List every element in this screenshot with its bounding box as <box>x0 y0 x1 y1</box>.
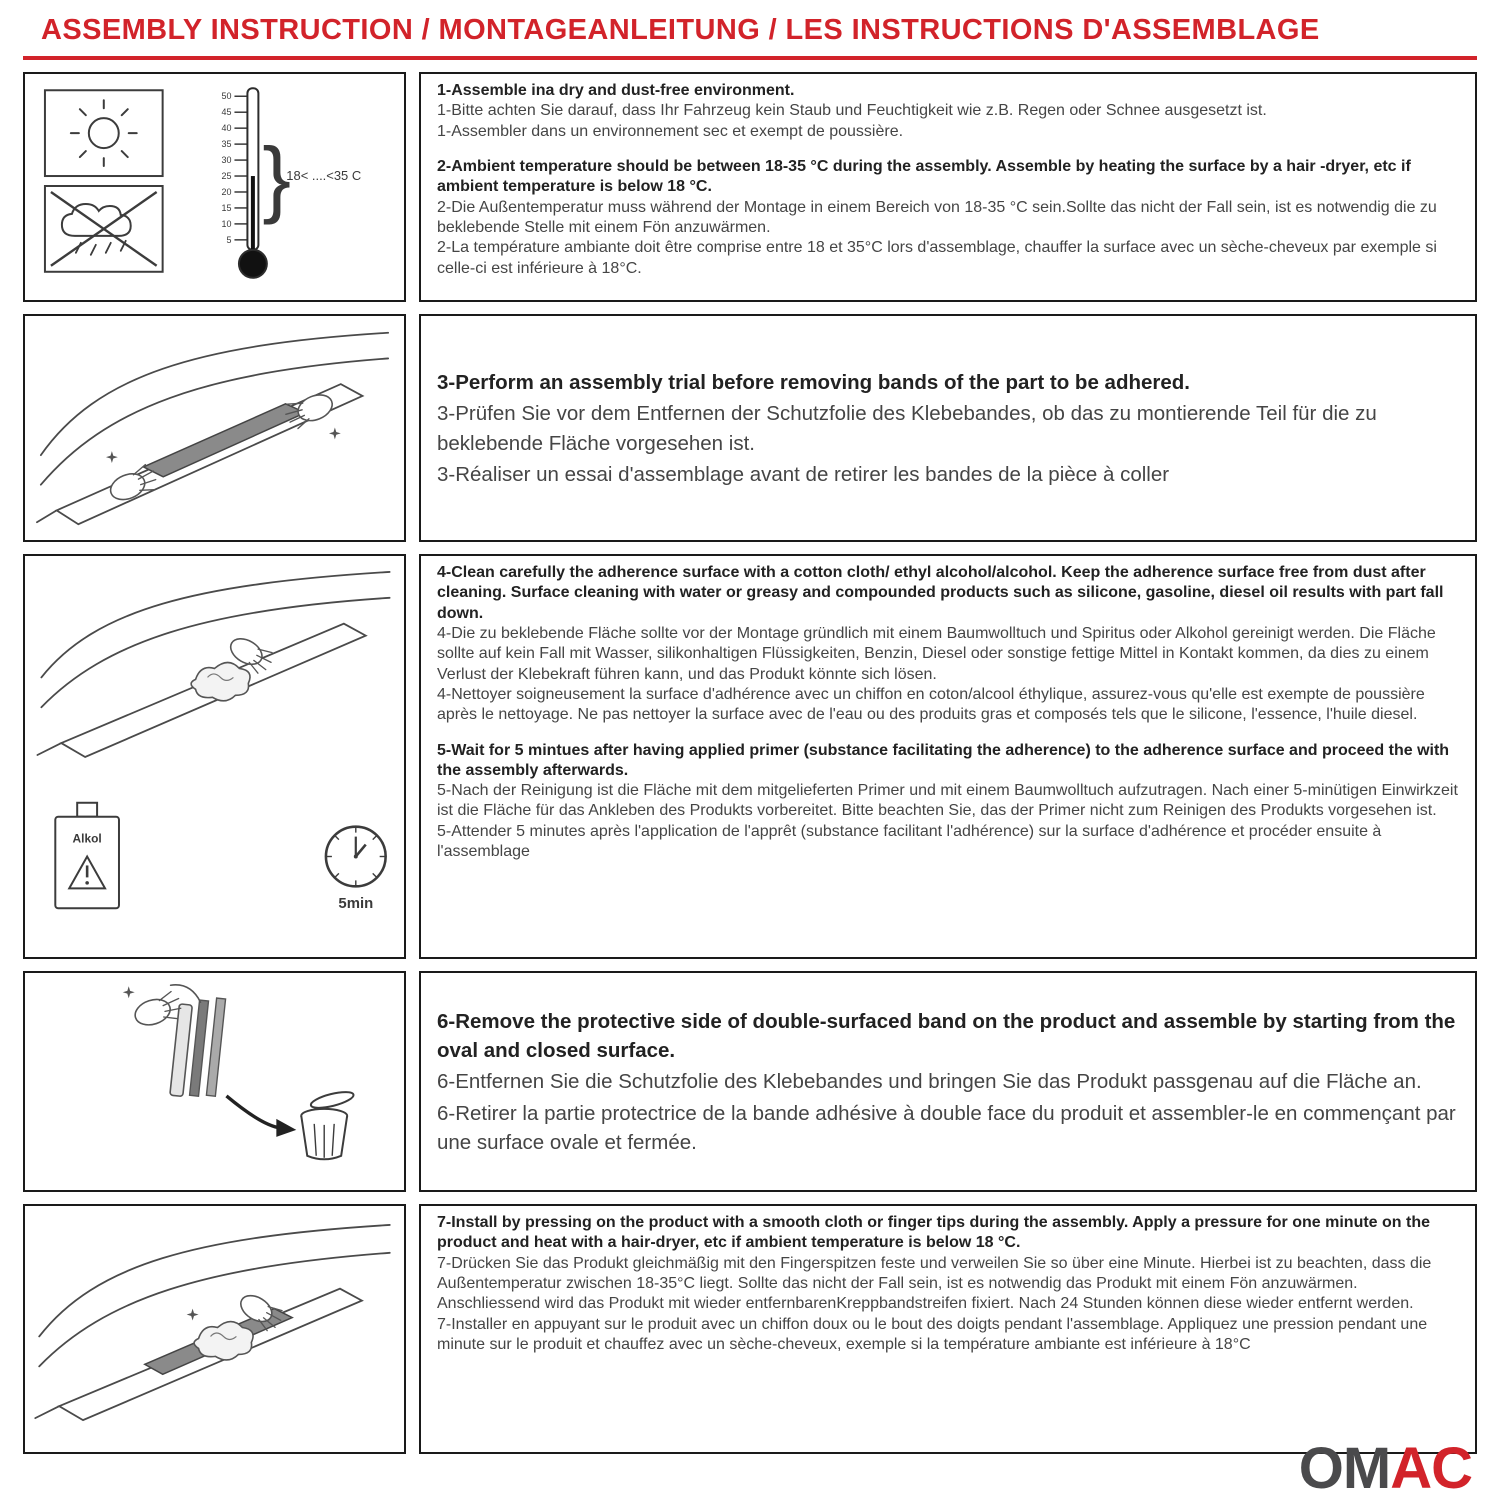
illustration-assembly-trial <box>23 314 406 542</box>
clock-icon <box>326 826 386 912</box>
omac-logo-right: AC <box>1390 1436 1472 1501</box>
press-install-drawing <box>25 1207 404 1451</box>
instruction-paragraph: 2-La température ambiante doit être comprise entre 18 et 35°C lors d'assemblage, chauffer la surface avec un sèche-cheveux par exemple si celle-ci est inférieure à 18°C. <box>437 239 1437 277</box>
thermometer-tick-label: 15 <box>221 202 232 213</box>
instruction-paragraph: 7-Installer en appuyant sur le produit avec un chiffon doux ou le bout des doigts pendant l'assemblage. Appliquez une pression pendant une minute sur le produit et chauffez avec un sèche-cheveux, exemple si la température ambiante est inférieure à 18°C <box>437 1315 1428 1353</box>
thermometer-tick-label: 25 <box>221 171 232 182</box>
instruction-paragraph: 3-Réaliser un essai d'assemblage avant de retirer les bandes de la pièce à coller <box>437 462 1170 486</box>
instruction-row-1 <box>23 72 1477 302</box>
instruction-paragraph: 5-Wait for 5 mintues after having applied primer (substance facilitating the adherence) to the adherence surface and proceed the with the assembly afterwards. <box>437 741 1450 779</box>
instruction-paragraph: 4-Clean carefully the adherence surface with a cotton cloth/ ethyl alcohol/alcohol. Keep the adherence surface free from dust after cleaning. Surface cleaning with water or greasy and compounded products such as silicone, gasoline, diesel oil results with part fall down. <box>437 564 1444 622</box>
instruction-paragraph: 7-Drücken Sie das Produkt gleichmäßig mit den Fingerspitzen feste und verweilen Sie so über eine Minute. Hierbei ist zu beachten, dass die Außentemperatur zwischen 18-35°C liegt. Sollte das nicht der Fall sein, ist es notwendig das Produkt mit einem Fön anzuwärmen. Anschliessend wird das Produkt mit wieder entfernbarenKreppbandstreifen fixiert. Nach 24 Stunden können diese wieder entfernt werden. <box>437 1254 1432 1313</box>
instruction-paragraph: 3-Perform an assembly trial before removing bands of the part to be adhered. <box>437 371 1190 395</box>
instruction-paragraph: 2-Ambient temperature should be between 18-35 °C during the assembly. Assemble by heating the surface by a hair -dryer, etc if ambient temperature is below 18 °C. <box>437 157 1411 196</box>
illustration-remove-band <box>23 971 406 1192</box>
trim-strip <box>143 404 305 477</box>
instruction-paragraph: 1-Bitte achten Sie darauf, dass Ihr Fahrzeug kein Staub und Feuchtigkeit wie z.B. Regen oder Schnee ausgesetzt ist. <box>437 102 1267 120</box>
environment-drawing <box>25 76 404 298</box>
omac-logo <box>1298 1436 1472 1501</box>
illustration-cleaning <box>23 554 406 959</box>
temperature-range-label: 18< ....<35 C <box>286 168 362 184</box>
trash-can-icon <box>301 1089 355 1159</box>
sun-icon <box>45 90 163 176</box>
instruction-row-5 <box>23 1204 1477 1454</box>
instruction-paragraph: 6-Retirer la partie protectrice de la bande adhésive à double face du produit et assembler-le en commençant par une surface ovale et fermée. <box>437 1101 1456 1154</box>
instruction-paragraph: 4-Die zu beklebende Fläche sollte vor der Montage gründlich mit einem Baumwolltuch und Spiritus oder Alkohol gereinigt werden. Die Fläche sollte auf kein Fall mit Wasser, silikonhaltigen Flüssigkeiten, Benzin, Diesel oder sonstige fettige Mittel in Kontakt kommen, da dies zu einem Verlust der Klebekraft führen kann, und das Produkt könnte sich lösen. <box>437 624 1436 683</box>
thermometer-tick-label: 45 <box>221 107 232 118</box>
thermometer-tick-label: 20 <box>221 186 232 197</box>
omac-logo-left: OM <box>1298 1436 1391 1501</box>
instruction-row-2 <box>23 314 1477 542</box>
instruction-paragraph: 1-Assemble ina dry and dust-free environment. <box>437 82 795 99</box>
sparkle-icon <box>123 986 135 998</box>
spacer <box>437 142 1461 157</box>
instruction-paragraph: 4-Nettoyer soigneusement la surface d'adhérence avec un chiffon en coton/alcool éthylique, assurez-vous qu'elle est exempte de poussière après le nettoyage. Ne pas nettoyer la surface avec de l'eau ou des produits gras et composés tels que le silicone, l'essence, l'huile diesel. <box>437 685 1425 724</box>
instruction-paragraph: 5-Attender 5 minutes après l'application de l'apprêt (substance facilitant l'adhérence) sur la surface d'adhérence et procéder ensuite à l'assemblage <box>437 822 1382 861</box>
instruction-text-2 <box>419 314 1477 542</box>
clock-label: 5min <box>338 894 374 912</box>
instruction-paragraph: 7-Install by pressing on the product with a smooth cloth or finger tips during the assembly. Apply a pressure for one minute on the product and heat with a hair-dryer, etc if ambient temperature is below 18 °C. <box>437 1214 1430 1252</box>
title-rule <box>23 0 1477 60</box>
range-bracket: } <box>262 129 292 226</box>
instruction-text-5 <box>419 1204 1477 1454</box>
instruction-text-4 <box>419 971 1477 1192</box>
instruction-text-3 <box>419 554 1477 959</box>
instruction-row-4 <box>23 971 1477 1192</box>
cloth-icon <box>191 662 250 700</box>
illustration-environment <box>23 72 406 302</box>
cloth-icon <box>194 1322 253 1360</box>
sparkle-icon <box>106 451 118 463</box>
instruction-row-3 <box>23 554 1477 959</box>
instruction-text-1 <box>419 72 1477 302</box>
alcohol-bottle-icon <box>55 802 119 907</box>
door-sill-drawing <box>25 317 404 539</box>
spacer <box>437 726 1461 741</box>
thermometer-tick-label: 40 <box>221 123 232 134</box>
thermometer-tick-label: 35 <box>221 139 232 150</box>
illustration-press-install <box>23 1204 406 1454</box>
instruction-paragraph: 3-Prüfen Sie vor dem Entfernen der Schutzfolie des Klebebandes, ob das zu montierende Teil für die zu beklebende Fläche vorgesehen ist. <box>437 402 1377 455</box>
no-rain-icon <box>45 186 163 272</box>
bottle-label: Alkol <box>72 831 102 846</box>
instruction-paragraph: 2-Die Außentemperatur muss während der Montage in einem Bereich von 18-35 °C sein.Sollte das nicht der Fall sein, ist es notwendig die zu beklebende Stelle mit einem Fön anzuwärmen. <box>437 198 1437 236</box>
thermometer-tick-label: 50 <box>221 91 232 102</box>
instruction-paragraph: 5-Nach der Reinigung ist die Fläche mit dem mitgelieferten Primer und mit einem Baumwolltuch aufzutragen. Nach einer 5-minütigen Einwirkzeit ist die Fläche für das Ankleben des Produkts vorbereitet. Bitte beachten Sie, das der Primer nicht zum Reinigen des Produkts vorgesehen ist. <box>437 782 1458 820</box>
instruction-paragraph: 6-Entfernen Sie die Schutzfolie des Klebebandes und bringen Sie das Produkt passgenau auf die Fläche an. <box>437 1070 1422 1094</box>
adhesive-strips-icon <box>170 985 226 1097</box>
arrow-icon <box>226 1096 296 1137</box>
peel-band-drawing <box>25 974 404 1189</box>
thermometer-icon <box>221 88 361 278</box>
sparkle-icon <box>329 428 341 440</box>
thermometer-tick-label: 5 <box>226 234 232 245</box>
sparkle-icon <box>187 1309 199 1321</box>
page-title: ASSEMBLY INSTRUCTION / MONTAGEANLEITUNG / LES INSTRUCTIONS D'ASSEMBLAGE <box>41 14 1320 46</box>
instruction-paragraph: 6-Remove the protective side of double-surfaced band on the product and assemble by starting from the oval and closed surface. <box>437 1010 1456 1063</box>
thermometer-tick-label: 10 <box>221 218 232 229</box>
cleaning-drawing <box>25 558 404 956</box>
thermometer-tick-label: 30 <box>221 155 232 166</box>
instruction-paragraph: 1-Assembler dans un environnement sec et exempt de poussière. <box>437 122 904 140</box>
